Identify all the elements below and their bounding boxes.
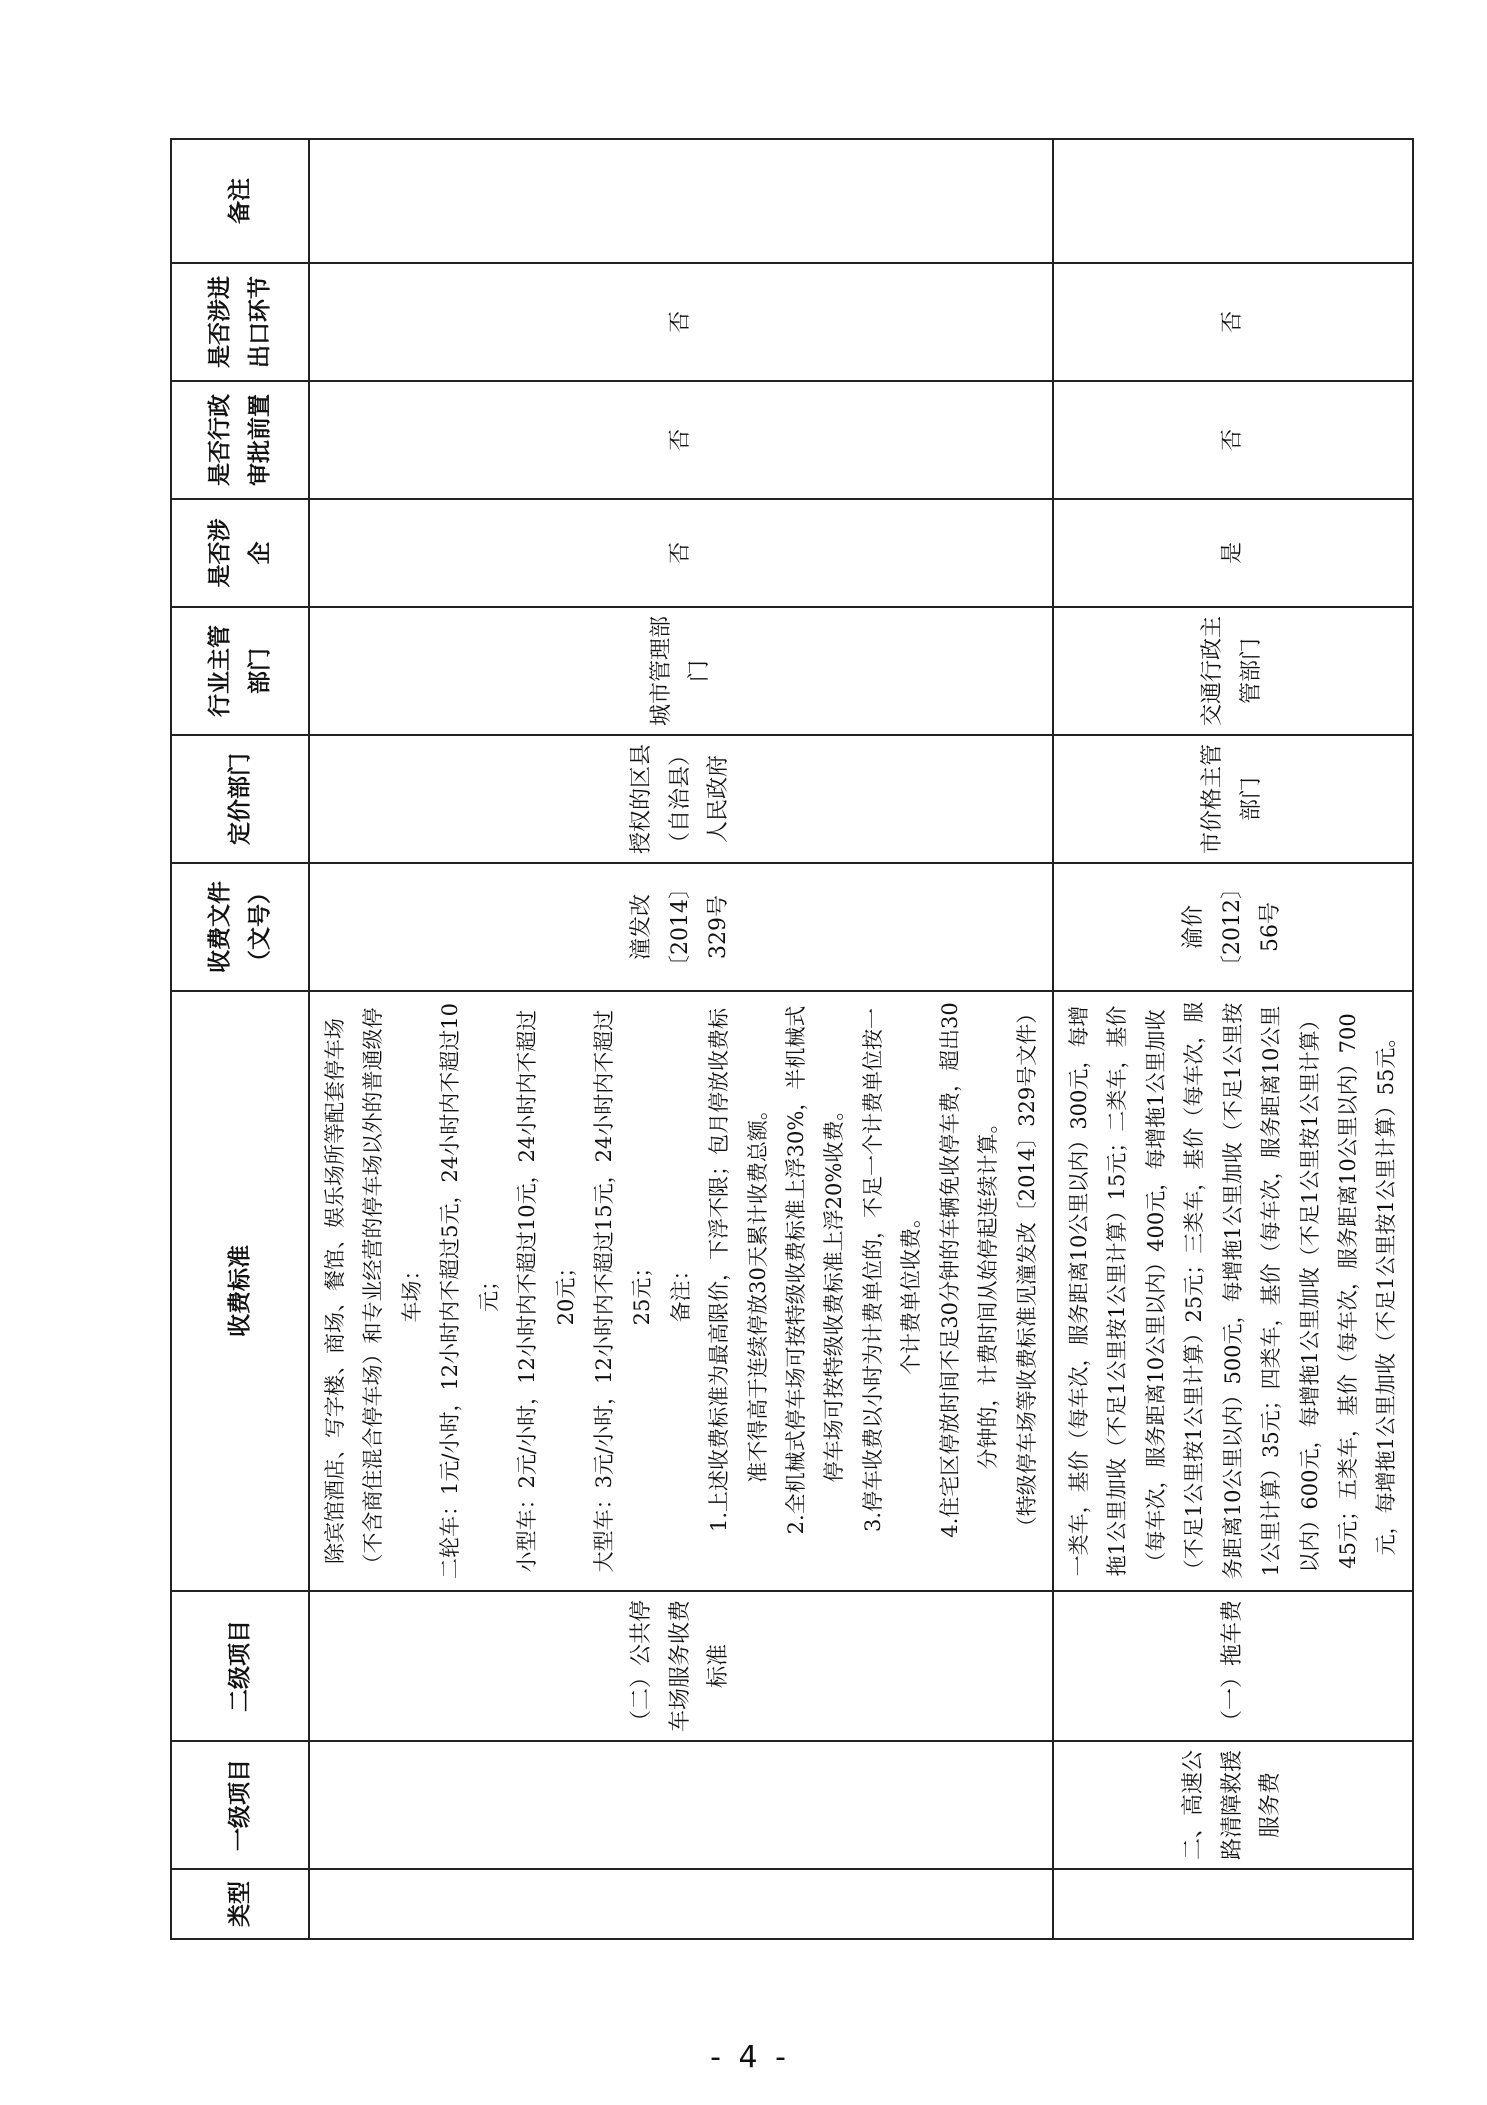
page-number: - 4 -: [710, 2040, 790, 2075]
row2-level2: （一）拖车费: [1053, 1591, 1413, 1741]
row1-standard-line: 小型车：2元/小时，12小时内不超过10元，24小时内不超过20元；: [515, 1009, 578, 1573]
header-industry-dept: 行业主管部门: [171, 607, 309, 735]
row2-pricing-dept: 市价格主管部门: [1053, 735, 1413, 863]
row1-note: 1.上述收费标准为最高限价，下浮不限；包月停放收费标准不得高于连续停放30天累计收费总额。: [707, 1007, 770, 1533]
header-standard: 收费标准: [171, 991, 309, 1591]
fee-table: [170, 138, 1414, 1940]
row1-note: （特级停车场等收费标准见潼发改〔2014〕329号文件）: [1014, 1002, 1039, 1538]
header-row: [171, 139, 309, 1939]
row2-admin-approval: 否: [1053, 381, 1413, 499]
table-row: [1053, 139, 1413, 1939]
row2-industry-dept: 交通行政主管部门: [1053, 607, 1413, 735]
rotated-page: [170, 140, 1399, 1940]
row1-industry-dept: 城市管理部门: [309, 607, 1053, 735]
row2-standard: 一类车，基价（每车次，服务距离10公里以内）300元，每增拖1公里加收（不足1公里按1公里计算）15元；二类车，基价（每车次，服务距离10公里以内）400元，每增拖1公里加收（不足1公里按1公里计算）25元；三类车，基价（每车次，服务距离10公里以内）500元，每增拖1公里加收（不足1公里按1公里计算）35元；四类车，基价（每车次，服务距离10公里以内）600元，每增拖1公里加收（不足1公里按1公里计算）45元；五类车，基价（每车次，服务距离10公里以内）700元，每增拖1公里加收（不足1公里按1公里计算）55元。: [1053, 991, 1413, 1591]
header-type: 类型: [171, 1869, 309, 1939]
row2-enterprise: 是: [1053, 499, 1413, 607]
row1-doc: 潼发改〔2014〕329号: [309, 863, 1053, 991]
row1-admin-approval: 否: [309, 381, 1053, 499]
table-row: [309, 139, 1053, 1939]
row2-import-export: 否: [1053, 263, 1413, 381]
row1-import-export: 否: [309, 263, 1053, 381]
header-admin-approval: 是否行政审批前置: [171, 381, 309, 499]
header-pricing-dept: 定价部门: [171, 735, 309, 863]
row2-level1: 二、高速公路清障救援服务费: [1053, 1741, 1413, 1869]
row1-standard-line: 大型车：3元/小时，12小时内不超过15元，24小时内不超过25元；: [591, 1009, 655, 1573]
header-doc: 收费文件（文号）: [171, 863, 309, 991]
row2-remarks: [1053, 139, 1413, 263]
header-level2: 二级项目: [171, 1591, 309, 1741]
row2-doc: 渝价〔2012〕56号: [1053, 863, 1413, 991]
row1-standard-line: 二轮车：1元/小时，12小时内不超过5元，24小时内不超过10元；: [438, 1003, 501, 1579]
header-enterprise: 是否涉企: [171, 499, 309, 607]
header-import-export: 是否涉进出口环节: [171, 263, 309, 381]
row1-remarks: [309, 139, 1053, 263]
row1-note: 4.住宅区停放时间不足30分钟的车辆免收停车费，超出30分钟的，计费时间从始停起连续计算。: [937, 1002, 1001, 1538]
row1-note: 2.全机械式停车场可按特级收费标准上浮30%，半机械式停车场可按特级收费标准上浮20%收费。: [784, 1005, 847, 1535]
row1-standard: [309, 991, 1053, 1591]
header-remarks: 备注: [171, 139, 309, 263]
row1-pricing-dept: 授权的区县（自治县）人民政府: [309, 735, 1053, 863]
row1-note: 3.停车收费以小时为计费单位的，不足一个计费单位按一个计费单位收费。: [860, 1007, 924, 1533]
header-level1: 一级项目: [171, 1741, 309, 1869]
row1-enterprise: 否: [309, 499, 1053, 607]
row1-type: [309, 1869, 1053, 1939]
row2-type: [1053, 1869, 1413, 1939]
row1-standard-line: 备注：: [668, 1259, 693, 1323]
row1-level1: [309, 1741, 1053, 1869]
row1-standard-line: 除宾馆酒店、写字楼、商场、餐馆、娱乐场所等配套停车场（不含商住混合停车场）和专业经营的停车场以外的普通级停车场：: [323, 1007, 424, 1575]
fee-table-sheet: [170, 140, 1399, 1940]
row1-level2: （二）公共停车场服务收费标准: [309, 1591, 1053, 1741]
